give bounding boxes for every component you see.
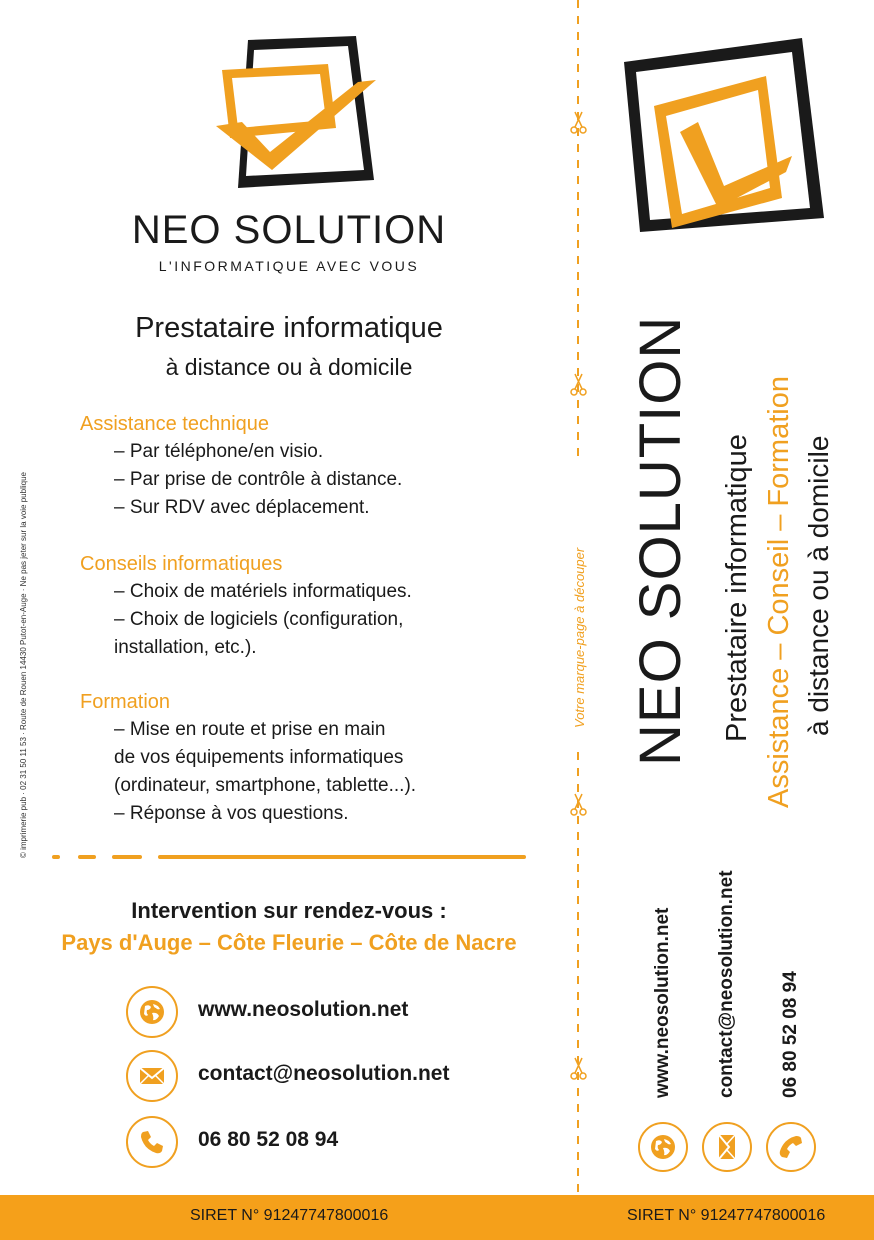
brand-logo bbox=[208, 30, 378, 200]
intervention-zones: Pays d'Auge – Côte Fleurie – Côte de Nacre bbox=[61, 930, 517, 955]
bookmark-brand-name: NEO SOLUTION bbox=[628, 315, 693, 766]
list-item: (ordinateur, smartphone, tablette...). bbox=[114, 775, 417, 796]
envelope-icon bbox=[702, 1122, 752, 1172]
globe-icon bbox=[126, 986, 178, 1038]
dashed-separator bbox=[52, 854, 526, 860]
list-item: – Choix de logiciels (configuration, bbox=[114, 609, 404, 630]
bookmark-text bbox=[590, 250, 874, 1110]
siret-right: SIRET N° 91247747800016 bbox=[627, 1207, 826, 1224]
section-formation bbox=[80, 688, 500, 828]
brand-tagline: L'INFORMATIQUE AVEC VOUS bbox=[158, 258, 420, 274]
phone-text[interactable]: 06 80 52 08 94 bbox=[198, 1128, 339, 1151]
list-item: – Par prise de contrôle à distance. bbox=[114, 469, 403, 490]
bookmark-email: contact@neosolution.net bbox=[716, 870, 737, 1098]
list-item: – Par téléphone/en visio. bbox=[114, 441, 324, 462]
bookmark-website: www.neosolution.net bbox=[652, 907, 673, 1098]
bookmark-line-distance: à distance ou à domicile bbox=[803, 435, 834, 736]
brand-name: NEO SOLUTION bbox=[131, 208, 447, 252]
list-item: – Sur RDV avec déplacement. bbox=[114, 497, 370, 518]
list-item: – Réponse à vos questions. bbox=[114, 803, 349, 824]
section-title-formation: Formation bbox=[80, 691, 171, 713]
list-item: – Mise en route et prise en main bbox=[114, 719, 386, 740]
bookmark-line-services: Assistance – Conseil – Formation bbox=[763, 376, 795, 808]
bookmark-line-prestataire: Prestataire informatique bbox=[721, 434, 753, 742]
page-headline: Prestataire informatique bbox=[135, 312, 443, 344]
phone-icon bbox=[126, 1116, 178, 1168]
envelope-icon bbox=[126, 1050, 178, 1102]
email-text[interactable]: contact@neosolution.net bbox=[198, 1062, 450, 1085]
bookmark-phone: 06 80 52 08 94 bbox=[780, 971, 801, 1098]
section-assistance bbox=[80, 410, 500, 522]
cut-label bbox=[560, 460, 594, 750]
page-subheadline: à distance ou à domicile bbox=[165, 354, 413, 380]
section-title-assistance: Assistance technique bbox=[80, 413, 270, 435]
printer-credit bbox=[4, 380, 36, 860]
list-item: installation, etc.). bbox=[114, 637, 257, 658]
bookmark-logo bbox=[620, 36, 825, 236]
cut-label-text: Votre marque-page à découper bbox=[572, 547, 587, 728]
list-item: – Choix de matériels informatiques. bbox=[114, 581, 412, 602]
printer-credit-text: © imprimerie pub · 02 31 50 11 53 · Route de Rouen 14430 Putot-en-Auge · Ne pas jeter sur la voie publique bbox=[19, 472, 28, 858]
list-item: de vos équipements informatiques bbox=[114, 747, 404, 768]
siret-left: SIRET N° 91247747800016 bbox=[190, 1207, 389, 1224]
section-title-conseils: Conseils informatiques bbox=[80, 553, 283, 575]
intervention-label: Intervention sur rendez-vous : bbox=[131, 898, 447, 923]
phone-icon bbox=[766, 1122, 816, 1172]
section-conseils bbox=[80, 550, 500, 662]
globe-icon bbox=[638, 1122, 688, 1172]
website-text[interactable]: www.neosolution.net bbox=[198, 998, 409, 1021]
